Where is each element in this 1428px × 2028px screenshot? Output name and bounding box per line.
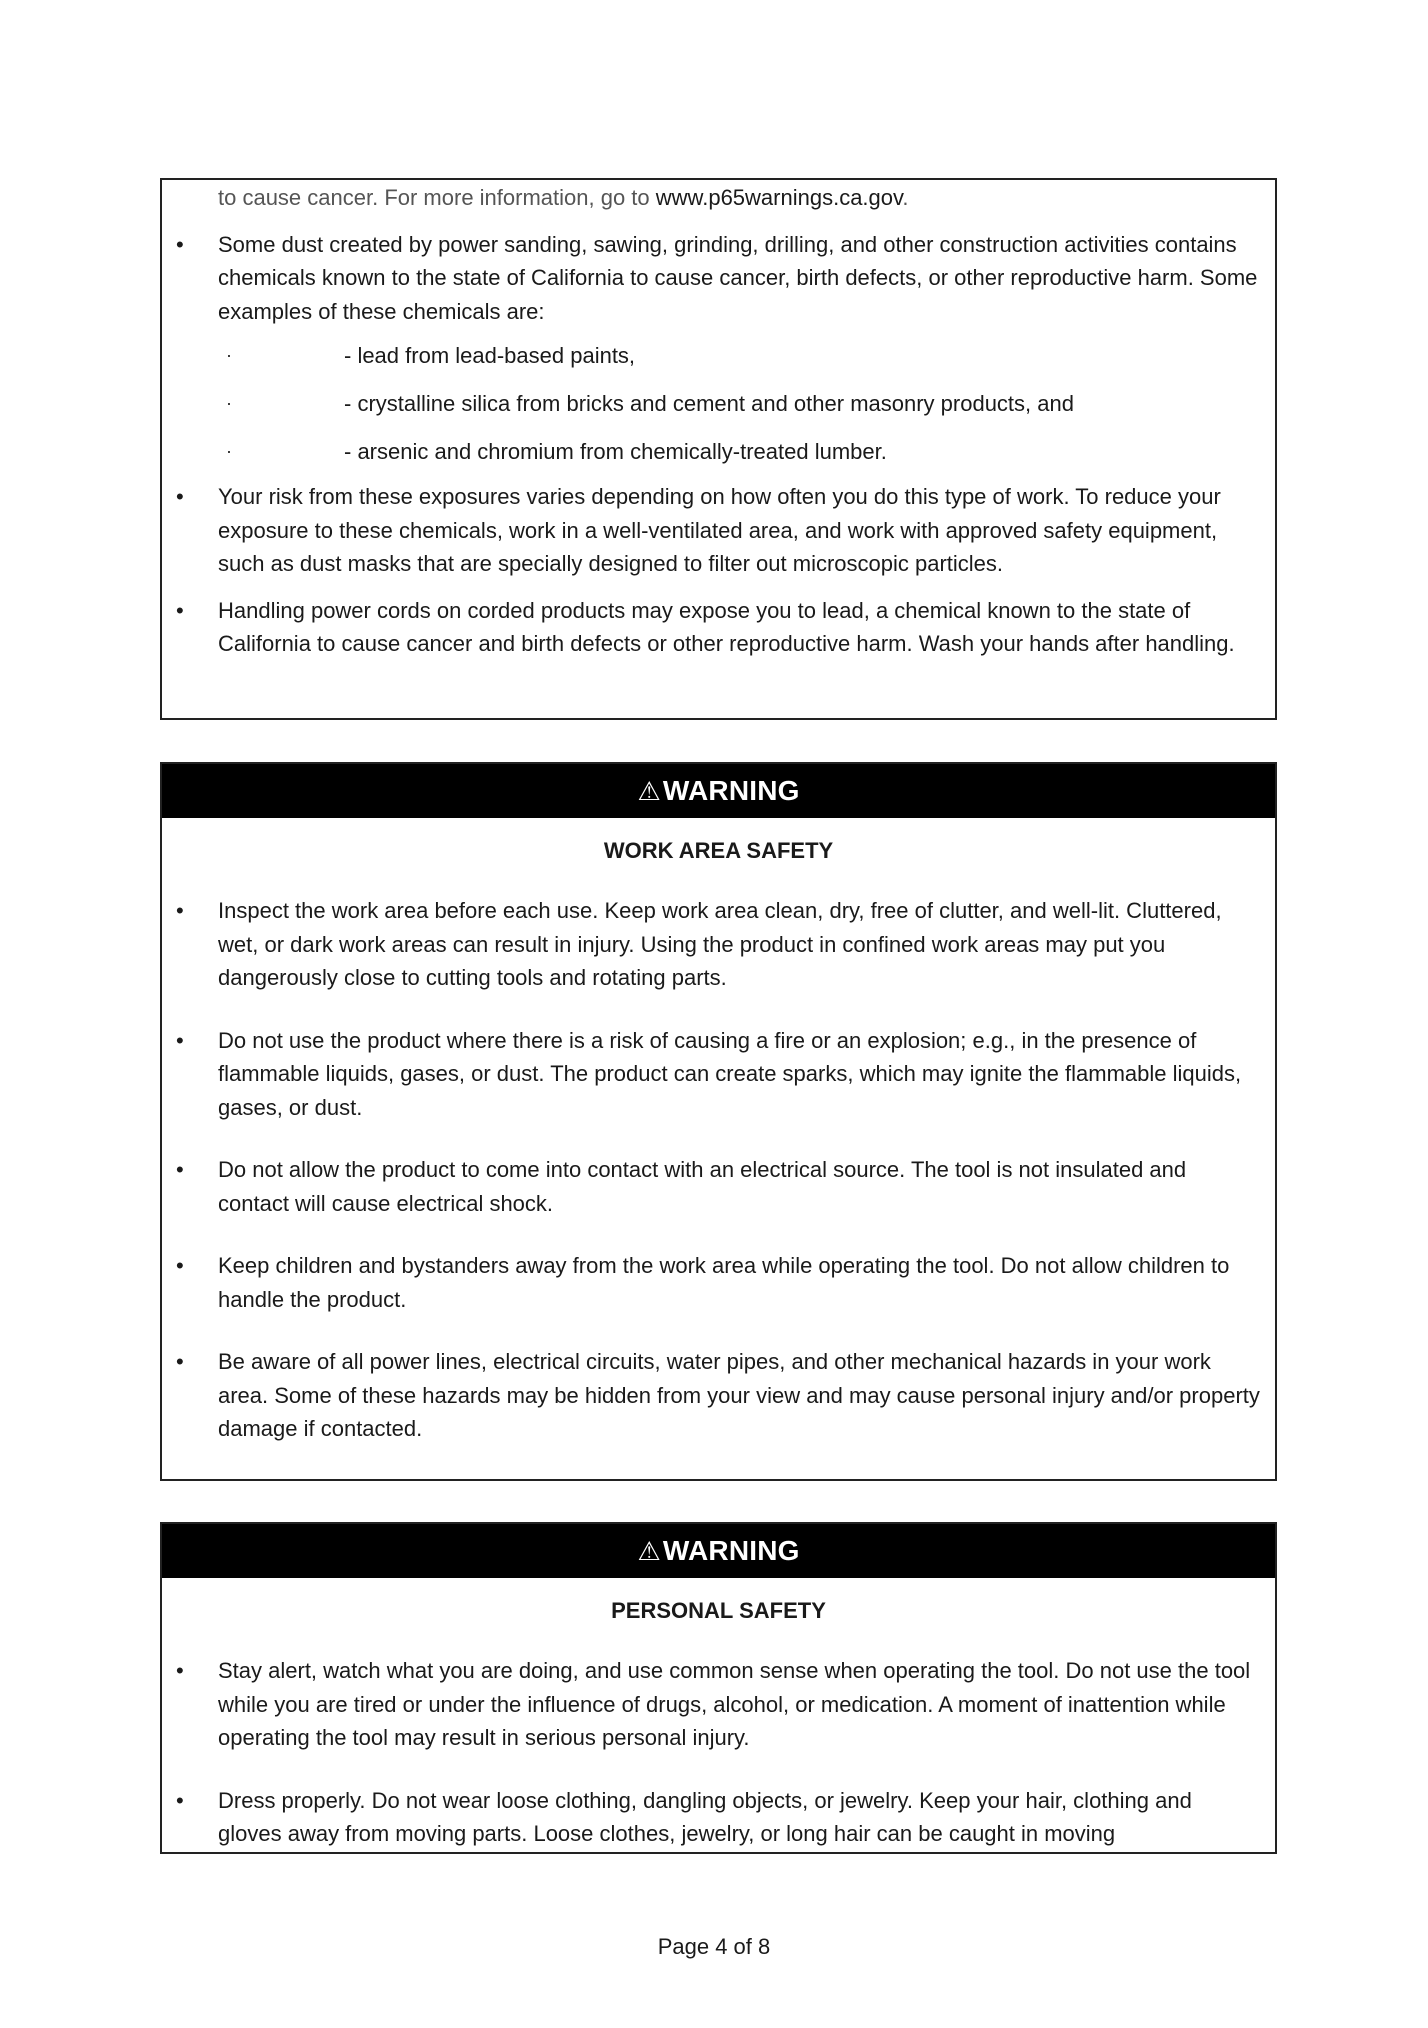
- list-item-text: Handling power cords on corded products may expose you to lead, a chemical known to the state of California to cause cancer and birth defects or other reproductive harm. Wash your hands after handling.: [218, 597, 1235, 656]
- personal-safety-box: [160, 1522, 1277, 1854]
- list-item-text: Some dust created by power sanding, sawing, grinding, drilling, and other construction activities contains chemicals known to the state of California to cause cancer, birth defects, or other reproductive harm. Some examples of these chemicals are:: [218, 231, 1258, 324]
- continuation-prefix: to cause cancer. For more information, go to: [218, 185, 656, 210]
- sub-bullet-icon: ·: [226, 345, 232, 365]
- list-item: [162, 1024, 1275, 1125]
- work-area-safety-box: [160, 762, 1277, 1481]
- list-item-text: Keep children and bystanders away from the work area while operating the tool. Do not allow children to handle the product.: [218, 1253, 1230, 1312]
- sub-list-item-text: - arsenic and chromium from chemically-treated lumber.: [344, 439, 887, 464]
- list-item: [162, 594, 1275, 661]
- list-item-text: Stay alert, watch what you are doing, and use common sense when operating the tool. Do not use the tool while you are tired or under the influence of drugs, alcohol, or medication. A moment of inattention while operating the tool may result in serious personal injury.: [218, 1658, 1251, 1750]
- warning-triangle-icon: ⚠: [637, 776, 661, 806]
- continuation-suffix: .: [902, 185, 909, 210]
- prop65-warning-box: [160, 178, 1277, 720]
- bullet-icon: •: [176, 1787, 184, 1813]
- list-item: [162, 894, 1275, 995]
- list-item: [162, 1153, 1275, 1220]
- page-number: Page 4 of 8: [657, 1934, 771, 1959]
- warning-label: WARNING: [662, 1535, 800, 1566]
- bullet-icon: •: [176, 1349, 184, 1374]
- list-item: [162, 1784, 1275, 1851]
- bullet-icon: •: [176, 898, 184, 923]
- list-item-text: Do not allow the product to come into contact with an electrical source. The tool is not insulated and contact will cause electrical shock.: [218, 1157, 1187, 1216]
- bullet-icon: •: [176, 597, 184, 623]
- warning-header: [162, 764, 1275, 818]
- warning-triangle-icon: ⚠: [637, 1536, 661, 1566]
- warning-header: [162, 1524, 1275, 1578]
- bullet-icon: •: [176, 231, 184, 257]
- continuation-line: [162, 181, 1275, 215]
- list-item: [162, 1345, 1275, 1446]
- list-item-text: Do not use the product where there is a risk of causing a fire or an explosion; e.g., in the presence of flammable liquids, gases, or dust. The product can create sparks, which may ignite the flammable liquids, gases, or dust.: [218, 1027, 1242, 1120]
- sub-list-item: [162, 428, 1275, 476]
- p65-website-link[interactable]: www.p65warnings.ca.gov: [655, 185, 903, 210]
- bullet-icon: •: [176, 1658, 184, 1683]
- list-item-text: Be aware of all power lines, electrical circuits, water pipes, and other mechanical hazards in your work area. Some of these hazards may be hidden from your view and may cause personal injury and/or property damage if contacted.: [218, 1349, 1260, 1441]
- bullet-icon: •: [176, 484, 184, 509]
- list-item-text: Inspect the work area before each use. Keep work area clean, dry, free of clutter, and well-lit. Cluttered, wet, or dark work areas can result in injury. Using the product in confined work areas may put you dangerously close to cutting tools and rotating parts.: [218, 898, 1222, 990]
- bullet-icon: •: [176, 1027, 184, 1053]
- sub-list-item: [162, 332, 1275, 380]
- warning-label: WARNING: [662, 775, 800, 806]
- bullet-icon: •: [176, 1253, 184, 1278]
- sub-bullet-icon: ·: [226, 393, 232, 413]
- bullet-icon: •: [176, 1157, 184, 1182]
- list-item-text: Your risk from these exposures varies depending on how often you do this type of work. To reduce your exposure to these chemicals, work in a well-ventilated area, and work with approved safety equipment, such as dust masks that are specially designed to filter out microscopic particles.: [218, 484, 1221, 576]
- sub-list-item-text: - crystalline silica from bricks and cement and other masonry products, and: [344, 391, 1074, 416]
- list-item: [162, 1249, 1275, 1316]
- sub-bullet-icon: ·: [226, 441, 232, 461]
- sub-list-item-text: - lead from lead-based paints,: [344, 343, 636, 368]
- sub-list-item: [162, 380, 1275, 428]
- section-title: PERSONAL SAFETY: [611, 1598, 826, 1623]
- list-item: [162, 228, 1275, 329]
- section-title: WORK AREA SAFETY: [603, 838, 834, 863]
- list-item-text: Dress properly. Do not wear loose clothing, dangling objects, or jewelry. Keep your hair, clothing and gloves away from moving parts. Loose clothes, jewelry, or long hair can be caught in moving: [218, 1787, 1192, 1846]
- list-item: [162, 1654, 1275, 1755]
- list-item: [162, 480, 1275, 581]
